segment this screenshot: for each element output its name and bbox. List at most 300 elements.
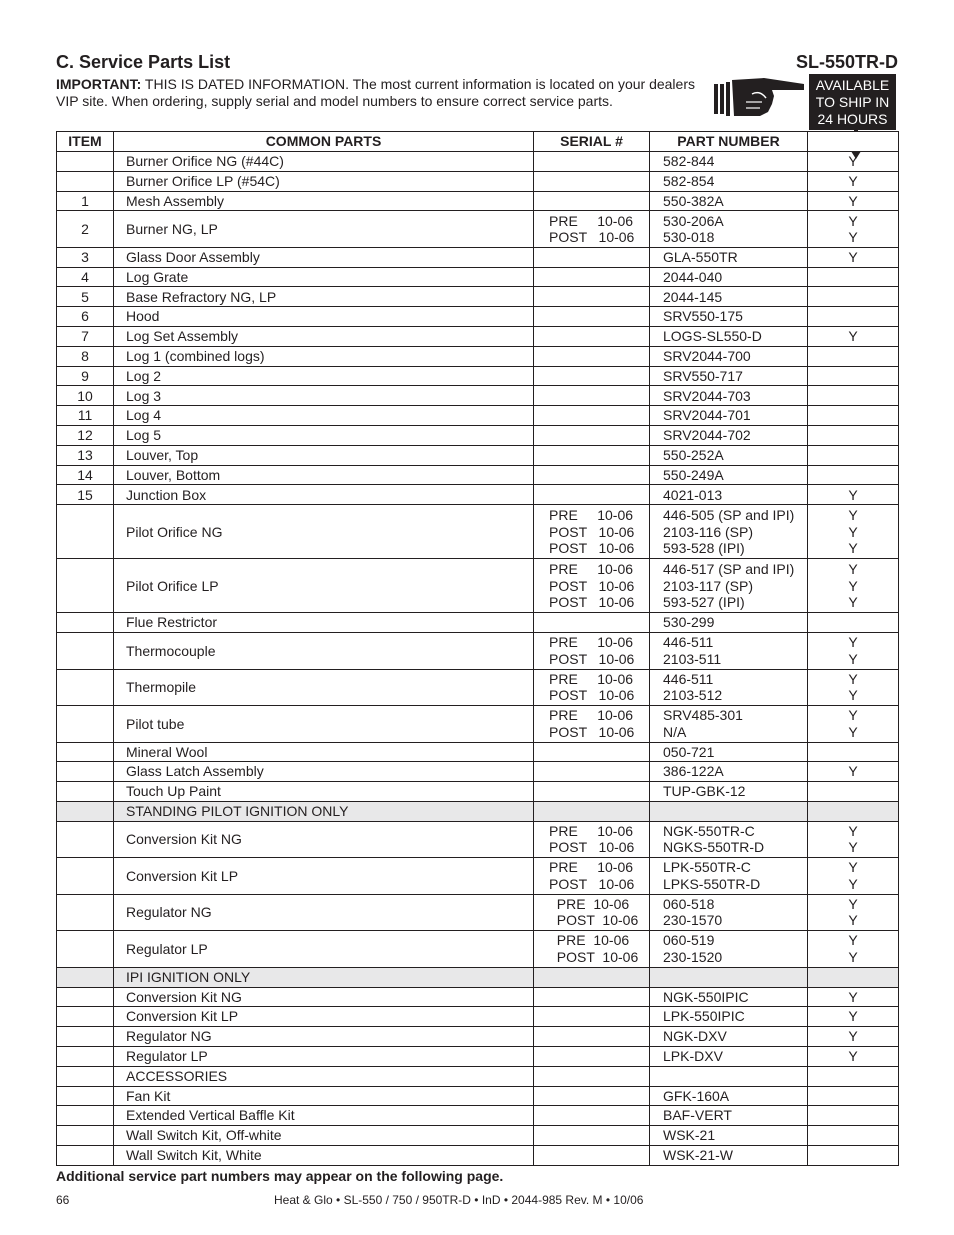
availability-badge: AVAILABLE TO SHIP IN 24 HOURS: [809, 74, 896, 130]
serial-line: POST 10-06: [549, 577, 635, 594]
availability-flag: Y: [848, 912, 858, 929]
availability-flag: Y: [848, 212, 858, 229]
table-row: [57, 1126, 899, 1146]
availability-cell: [808, 1106, 899, 1126]
table-row: [57, 247, 899, 267]
serial-line: PRE 10-06: [549, 634, 634, 651]
part-name-cell: Conversion Kit NG: [114, 987, 534, 1007]
part-name-cell: Burner Orifice NG (#44C): [114, 152, 534, 172]
serial-cell: [534, 894, 650, 931]
availability-cell: [808, 366, 899, 386]
serial-cell: [534, 1007, 650, 1027]
part-number-cell: [650, 762, 808, 782]
serial-line: PRE 10-06: [549, 895, 630, 912]
table-row: [57, 267, 899, 287]
part-number-line: 2044-040: [663, 268, 723, 285]
part-number-line: 050-721: [663, 743, 715, 760]
serial-cell: [534, 1046, 650, 1066]
item-cell: [57, 633, 114, 670]
part-name-cell: Extended Vertical Baffle Kit: [114, 1106, 534, 1126]
item-cell: [57, 931, 114, 968]
part-number-cell: [650, 706, 808, 743]
serial-cell: [534, 191, 650, 211]
serial-cell: [534, 967, 650, 987]
table-row: [57, 287, 899, 307]
part-name-cell: Regulator LP: [114, 931, 534, 968]
part-number-line: 060-518: [663, 895, 715, 912]
part-name-cell: Log 4: [114, 406, 534, 426]
table-row: [57, 858, 899, 895]
serial-cell: [534, 327, 650, 347]
serial-line: PRE 10-06: [549, 707, 634, 724]
availability-flag: Y: [848, 875, 858, 892]
part-number-line: 2103-511: [663, 650, 722, 667]
part-number-line: 2103-116 (SP): [663, 523, 754, 540]
part-number-line: LPK-DXV: [663, 1048, 723, 1065]
availability-cell: [808, 505, 899, 559]
part-number-cell: [650, 782, 808, 802]
part-number-cell: [650, 152, 808, 172]
part-number-cell: [650, 987, 808, 1007]
table-row: [57, 406, 899, 426]
table-row: [57, 559, 899, 613]
item-cell: [57, 613, 114, 633]
item-cell: [57, 171, 114, 191]
availability-flag: Y: [848, 523, 858, 540]
part-name-cell: Base Refractory NG, LP: [114, 287, 534, 307]
part-name-cell: Junction Box: [114, 485, 534, 505]
part-number-line: 060-519: [663, 932, 715, 949]
part-number-line: GLA-550TR: [663, 249, 738, 266]
table-row: [57, 1066, 899, 1086]
part-number-line: 582-854: [663, 172, 715, 189]
part-number-line: 593-528 (IPI): [663, 540, 745, 556]
item-cell: [57, 742, 114, 762]
column-header-serial: SERIAL #: [534, 132, 650, 152]
availability-cell: [808, 247, 899, 267]
availability-flag: Y: [848, 988, 858, 1005]
availability-flag: Y: [848, 1028, 858, 1045]
item-cell: 14: [57, 465, 114, 485]
availability-flag: Y: [848, 763, 858, 780]
part-number-line: BAF-VERT: [663, 1107, 732, 1124]
part-number-cell: [650, 1126, 808, 1146]
serial-line: POST 10-06: [549, 650, 635, 667]
part-number-line: SRV2044-701: [663, 407, 751, 424]
availability-cell: [808, 1066, 899, 1086]
part-number-line: LPKS-550TR-D: [663, 875, 761, 892]
serial-line: POST 10-06: [549, 839, 635, 856]
part-name-cell: IPI IGNITION ONLY: [114, 967, 534, 987]
availability-cell: [808, 931, 899, 968]
item-cell: [57, 1106, 114, 1126]
part-name-cell: Mineral Wool: [114, 742, 534, 762]
table-row: [57, 465, 899, 485]
availability-flag: Y: [848, 670, 858, 687]
part-number-line: SRV2044-702: [663, 427, 751, 444]
part-number-line: LPK-550IPIC: [663, 1008, 745, 1025]
part-number-line: 446-511: [663, 634, 714, 651]
footer-info: Heat & Glo • SL-550 / 750 / 950TR-D • InD • 2044-985 Rev. M • 10/06: [274, 1193, 644, 1207]
serial-cell: [534, 366, 650, 386]
part-number-cell: [650, 287, 808, 307]
availability-cell: [808, 327, 899, 347]
item-cell: [57, 782, 114, 802]
availability-flag: Y: [848, 687, 858, 704]
part-name-cell: Regulator LP: [114, 1046, 534, 1066]
part-name-cell: Flue Restrictor: [114, 613, 534, 633]
column-header-part-number: PART NUMBER: [650, 132, 808, 152]
item-cell: 15: [57, 485, 114, 505]
serial-cell: [534, 931, 650, 968]
part-number-line: 446-517 (SP and IPI): [663, 561, 795, 577]
part-name-cell: Hood: [114, 307, 534, 327]
part-name-cell: Thermopile: [114, 669, 534, 706]
table-row: [57, 706, 899, 743]
item-cell: [57, 1007, 114, 1027]
serial-line: PRE 10-06: [549, 212, 634, 229]
table-row: [57, 191, 899, 211]
availability-cell: [808, 559, 899, 613]
table-row: [57, 1106, 899, 1126]
part-number-cell: [650, 307, 808, 327]
table-row: [57, 505, 899, 559]
serial-cell: [534, 426, 650, 446]
item-cell: 5: [57, 287, 114, 307]
part-name-cell: ACCESSORIES: [114, 1066, 534, 1086]
serial-cell: [534, 485, 650, 505]
availability-cell: [808, 1027, 899, 1047]
item-cell: 8: [57, 346, 114, 366]
availability-cell: [808, 633, 899, 670]
serial-line: POST 10-06: [549, 912, 639, 929]
part-number-cell: [650, 821, 808, 858]
part-number-cell: [650, 191, 808, 211]
serial-cell: [534, 1126, 650, 1146]
table-row: [57, 801, 899, 821]
part-name-cell: Pilot Orifice NG: [114, 505, 534, 559]
serial-cell: [534, 445, 650, 465]
section-title: C. Service Parts List: [56, 52, 231, 72]
part-number-cell: [650, 346, 808, 366]
availability-cell: [808, 782, 899, 802]
part-name-cell: Burner Orifice LP (#54C): [114, 171, 534, 191]
serial-cell: [534, 669, 650, 706]
availability-cell: [808, 287, 899, 307]
availability-flag: Y: [848, 859, 858, 876]
page-number: 66: [56, 1193, 70, 1207]
part-number-cell: [650, 742, 808, 762]
serial-line: PRE 10-06: [549, 932, 630, 949]
table-row: [57, 782, 899, 802]
serial-cell: [534, 386, 650, 406]
table-row: [57, 171, 899, 191]
part-name-cell: Glass Latch Assembly: [114, 762, 534, 782]
column-header-common-parts: COMMON PARTS: [114, 132, 534, 152]
table-row: [57, 152, 899, 172]
column-header-item: ITEM: [57, 132, 114, 152]
availability-cell: [808, 307, 899, 327]
item-cell: [57, 801, 114, 821]
part-number-cell: [650, 406, 808, 426]
part-number-cell: [650, 211, 808, 248]
part-number-line: GFK-160A: [663, 1087, 730, 1104]
serial-cell: [534, 1066, 650, 1086]
part-name-cell: Log 1 (combined logs): [114, 346, 534, 366]
availability-flag: Y: [848, 486, 858, 503]
table-row: [57, 821, 899, 858]
part-number-line: 2044-145: [663, 288, 723, 305]
table-row: [57, 1046, 899, 1066]
availability-flag: Y: [848, 594, 858, 610]
availability-flag: Y: [848, 895, 858, 912]
item-cell: 6: [57, 307, 114, 327]
part-number-line: LOGS-SL550-D: [663, 328, 762, 345]
table-row: [57, 386, 899, 406]
availability-cell: [808, 171, 899, 191]
part-number-cell: [650, 967, 808, 987]
availability-cell: [808, 742, 899, 762]
table-row: [57, 633, 899, 670]
part-number-line: 550-249A: [663, 466, 724, 483]
serial-line: PRE 10-06: [549, 507, 634, 523]
availability-flag: Y: [848, 192, 858, 209]
part-number-cell: [650, 1027, 808, 1047]
item-cell: [57, 706, 114, 743]
availability-cell: [808, 706, 899, 743]
table-row: [57, 894, 899, 931]
part-number-line: 230-1520: [663, 948, 723, 965]
serial-cell: [534, 267, 650, 287]
part-name-cell: STANDING PILOT IGNITION ONLY: [114, 801, 534, 821]
part-number-cell: [650, 267, 808, 287]
part-name-cell: Conversion Kit NG: [114, 821, 534, 858]
part-number-line: NGKS-550TR-D: [663, 839, 765, 856]
item-cell: 1: [57, 191, 114, 211]
footer-note: Additional service part numbers may appear on the following page.: [56, 1168, 504, 1184]
table-row: [57, 1086, 899, 1106]
parts-table: [56, 131, 899, 1166]
item-cell: [57, 505, 114, 559]
table-row: [57, 307, 899, 327]
part-number-line: NGK-DXV: [663, 1028, 727, 1045]
table-row: [57, 987, 899, 1007]
item-cell: 10: [57, 386, 114, 406]
availability-cell: [808, 465, 899, 485]
part-number-cell: [650, 505, 808, 559]
table-row: [57, 613, 899, 633]
part-number-line: SRV550-175: [663, 308, 743, 325]
item-cell: 7: [57, 327, 114, 347]
part-number-line: 530-018: [663, 229, 715, 246]
part-number-line: 530-206A: [663, 212, 724, 229]
part-number-cell: [650, 247, 808, 267]
part-number-cell: [650, 1046, 808, 1066]
availability-flag: Y: [848, 1008, 858, 1025]
serial-cell: [534, 287, 650, 307]
table-row: [57, 485, 899, 505]
part-number-line: 582-844: [663, 153, 715, 170]
item-cell: 13: [57, 445, 114, 465]
serial-cell: [534, 559, 650, 613]
table-row: [57, 426, 899, 446]
part-name-cell: Pilot Orifice LP: [114, 559, 534, 613]
serial-line: PRE 10-06: [549, 670, 634, 687]
item-cell: [57, 821, 114, 858]
table-row: [57, 445, 899, 465]
table-row: [57, 1145, 899, 1165]
part-number-cell: [650, 801, 808, 821]
part-name-cell: Log 3: [114, 386, 534, 406]
part-number-cell: [650, 485, 808, 505]
serial-cell: [534, 801, 650, 821]
part-number-cell: [650, 613, 808, 633]
part-number-cell: [650, 931, 808, 968]
part-number-cell: [650, 858, 808, 895]
parts-table-body: [57, 152, 899, 1166]
part-name-cell: Touch Up Paint: [114, 782, 534, 802]
part-number-line: 2103-117 (SP): [663, 577, 754, 594]
part-number-line: 2103-512: [663, 687, 723, 704]
item-cell: [57, 967, 114, 987]
availability-flag: Y: [848, 540, 858, 556]
part-number-line: SRV2044-703: [663, 387, 751, 404]
part-number-cell: [650, 465, 808, 485]
part-name-cell: Regulator NG: [114, 894, 534, 931]
serial-cell: [534, 1086, 650, 1106]
availability-cell: [808, 426, 899, 446]
availability-cell: [808, 211, 899, 248]
table-row: [57, 366, 899, 386]
item-cell: [57, 1086, 114, 1106]
availability-cell: [808, 669, 899, 706]
availability-cell: [808, 801, 899, 821]
part-name-cell: Conversion Kit LP: [114, 858, 534, 895]
part-name-cell: Glass Door Assembly: [114, 247, 534, 267]
part-number-cell: [650, 1007, 808, 1027]
availability-flag: Y: [848, 707, 858, 724]
serial-line: POST 10-06: [549, 523, 635, 540]
availability-flag: Y: [848, 932, 858, 949]
serial-line: PRE 10-06: [549, 859, 634, 876]
table-row: [57, 931, 899, 968]
serial-cell: [534, 406, 650, 426]
part-number-cell: [650, 1106, 808, 1126]
part-number-line: WSK-21-W: [663, 1147, 733, 1164]
part-number-cell: [650, 633, 808, 670]
part-name-cell: Louver, Bottom: [114, 465, 534, 485]
part-number-line: LPK-550TR-C: [663, 859, 751, 876]
table-row: [57, 967, 899, 987]
model-title: SL-550TR-D: [795, 52, 898, 72]
availability-cell: [808, 191, 899, 211]
part-number-line: 593-527 (IPI): [663, 594, 745, 610]
availability-cell: [808, 1007, 899, 1027]
availability-cell: [808, 987, 899, 1007]
part-number-line: SRV550-717: [663, 367, 743, 384]
availability-flag: Y: [848, 650, 858, 667]
part-number-cell: [650, 669, 808, 706]
serial-cell: [534, 346, 650, 366]
availability-flag: Y: [848, 723, 858, 740]
serial-line: POST 10-06: [549, 723, 635, 740]
item-cell: [57, 1126, 114, 1146]
serial-line: POST 10-06: [549, 948, 639, 965]
item-cell: [57, 1145, 114, 1165]
availability-flag: Y: [848, 839, 858, 856]
availability-cell: [808, 1046, 899, 1066]
part-number-line: 386-122A: [663, 763, 724, 780]
part-number-line: 4021-013: [663, 486, 723, 503]
serial-cell: [534, 613, 650, 633]
availability-flag: Y: [848, 507, 858, 523]
availability-flag: Y: [848, 822, 858, 839]
item-cell: 4: [57, 267, 114, 287]
item-cell: [57, 1046, 114, 1066]
part-number-line: 230-1570: [663, 912, 723, 929]
availability-flag: Y: [848, 249, 858, 266]
availability-cell: [808, 346, 899, 366]
part-name-cell: Regulator NG: [114, 1027, 534, 1047]
availability-flag: Y: [848, 577, 858, 594]
table-row: [57, 211, 899, 248]
availability-flag: Y: [848, 153, 858, 170]
part-number-cell: [650, 327, 808, 347]
part-name-cell: Mesh Assembly: [114, 191, 534, 211]
part-number-cell: [650, 1145, 808, 1165]
part-name-cell: Thermocouple: [114, 633, 534, 670]
table-row: [57, 1027, 899, 1047]
part-name-cell: Log 2: [114, 366, 534, 386]
availability-flag: Y: [848, 561, 858, 577]
part-number-cell: [650, 559, 808, 613]
part-number-line: 530-299: [663, 614, 715, 631]
serial-line: POST 10-06: [549, 875, 635, 892]
part-name-cell: Wall Switch Kit, White: [114, 1145, 534, 1165]
availability-flag: Y: [848, 948, 858, 965]
serial-cell: [534, 171, 650, 191]
serial-cell: [534, 633, 650, 670]
availability-cell: [808, 858, 899, 895]
serial-cell: [534, 987, 650, 1007]
item-cell: [57, 669, 114, 706]
serial-cell: [534, 505, 650, 559]
item-cell: [57, 1027, 114, 1047]
availability-flag: Y: [848, 634, 858, 651]
pointing-hand-icon: [712, 72, 806, 122]
serial-line: PRE 10-06: [549, 822, 634, 839]
serial-cell: [534, 247, 650, 267]
part-name-cell: Louver, Top: [114, 445, 534, 465]
table-header-row: [57, 132, 899, 152]
serial-cell: [534, 1145, 650, 1165]
serial-line: POST 10-06: [549, 687, 635, 704]
item-cell: [57, 987, 114, 1007]
availability-cell: [808, 1145, 899, 1165]
availability-flag: Y: [848, 1048, 858, 1065]
part-number-line: 550-382A: [663, 192, 724, 209]
serial-cell: [534, 782, 650, 802]
item-cell: 2: [57, 211, 114, 248]
availability-cell: [808, 406, 899, 426]
part-number-cell: [650, 386, 808, 406]
serial-cell: [534, 307, 650, 327]
table-row: [57, 762, 899, 782]
item-cell: 12: [57, 426, 114, 446]
part-name-cell: Fan Kit: [114, 1086, 534, 1106]
availability-flag: Y: [848, 328, 858, 345]
availability-cell: [808, 485, 899, 505]
